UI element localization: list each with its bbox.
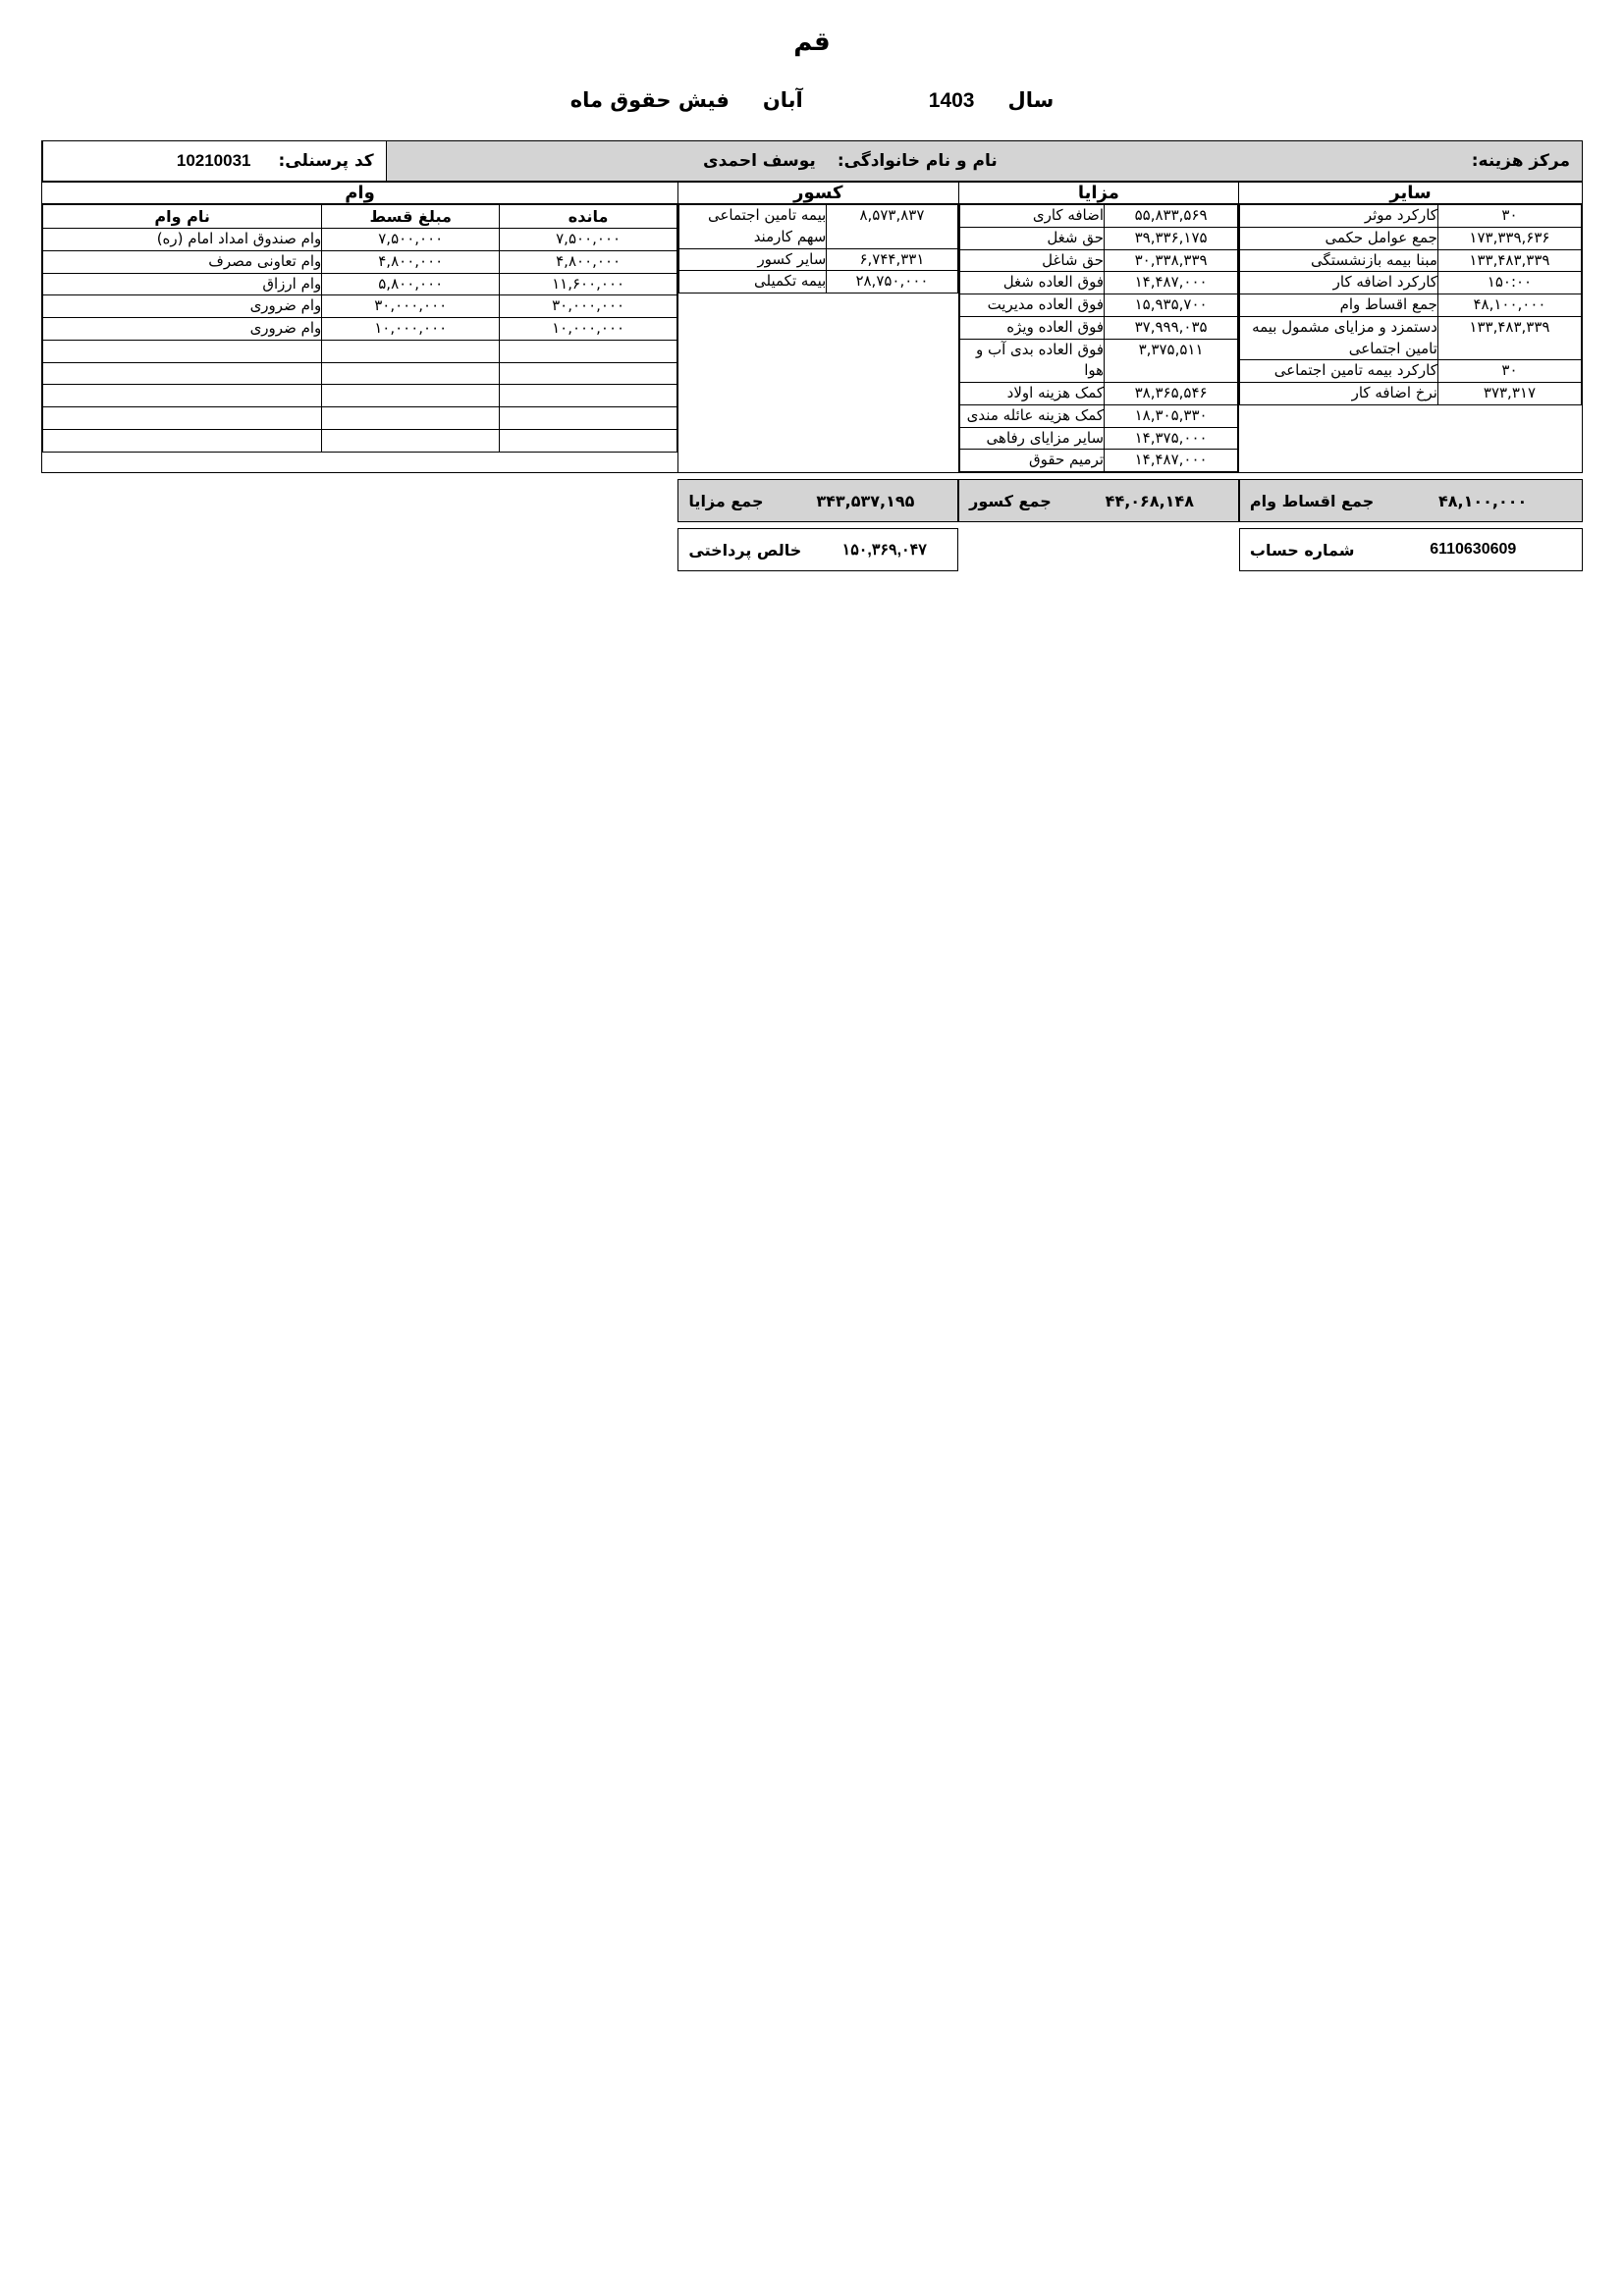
deduction-row-label: سایر کسور [679,248,827,271]
year-value: 1403 [928,89,975,112]
table-row [679,205,958,249]
loan-balance: ۱۱,۶۰۰,۰۰۰ [500,273,677,295]
table-row [1240,205,1582,228]
personnel-code-label: کد پرسنلی: [278,151,374,171]
net-pay-box [677,528,958,571]
account-box [1239,528,1583,571]
table-row [959,249,1238,272]
deductions-section [678,204,959,473]
loan-empty-cell [322,340,500,362]
table-row [43,229,677,251]
benefit-row-label: فوق العاده ویژه [959,316,1104,339]
benefit-row-label: اضافه کاری [959,205,1104,228]
benefit-row-value: ۱۴,۴۸۷,۰۰۰ [1105,450,1238,472]
benefit-row-value: ۵۵,۸۳۳,۵۶۹ [1105,205,1238,228]
loan-empty-cell [43,340,322,362]
loan-empty-cell [322,407,500,430]
other-row-value: ۴۸,۱۰۰,۰۰۰ [1437,294,1581,317]
loans-col-balance: مانده [500,205,677,229]
payslip-sheet [41,140,1583,571]
benefit-row-label: کمک هزینه اولاد [959,383,1104,405]
table-row-filler [43,385,677,407]
table-row [959,294,1238,317]
other-row-label: دستمزد و مزایای مشمول بیمه تامین اجتماعی [1240,316,1438,360]
section-header-other: سایر [1239,183,1583,204]
employee-name-value: یوسف احمدی [703,151,816,171]
month-value: آبان [762,88,803,112]
deduction-row-value: ۸,۵۷۳,۸۳۷ [827,205,957,249]
total-benefits-value: ۳۴۳,۵۳۷,۱۹۵ [816,491,915,510]
deduction-row-value: ۲۸,۷۵۰,۰۰۰ [827,271,957,294]
section-header-loans: وام [42,183,678,204]
loan-installment: ۴,۸۰۰,۰۰۰ [322,250,500,273]
table-row [1240,227,1582,249]
other-row-label: کارکرد موثر [1240,205,1438,228]
table-row [959,339,1238,383]
section-header-deductions: کسور [678,183,959,204]
deduction-row-label: بیمه تامین اجتماعی سهم کارمند [679,205,827,249]
benefit-row-label: فوق العاده بدی آب و هوا [959,339,1104,383]
loan-name: وام صندوق امداد امام (ره) [43,229,322,251]
total-deductions-value: ۴۴,۰۶۸,۱۴۸ [1105,491,1194,510]
table-row-filler [43,362,677,385]
table-row [959,205,1238,228]
loan-empty-cell [500,407,677,430]
totals-row [41,479,1583,522]
total-benefits-box [677,479,958,522]
table-row-filler [43,407,677,430]
total-benefits-label: جمع مزایا [688,491,764,510]
personnel-code-cell [42,141,386,181]
deduction-row-label: بیمه تکمیلی [679,271,827,294]
loan-empty-cell [322,362,500,385]
benefit-row-label: ترمیم حقوق [959,450,1104,472]
table-row [679,248,958,271]
benefit-row-value: ۳۸,۳۶۵,۵۴۶ [1105,383,1238,405]
benefit-row-value: ۳,۳۷۵,۵۱۱ [1105,339,1238,383]
table-row [1240,294,1582,317]
personnel-code-value: 10210031 [176,151,251,170]
employee-name-cell [386,141,1009,181]
benefit-row-value: ۱۸,۳۰۵,۳۳۰ [1105,404,1238,427]
benefit-row-label: حق شاغل [959,249,1104,272]
footer-spacer [41,528,677,571]
table-row [959,383,1238,405]
table-row [959,450,1238,472]
other-row-value: ۱۷۳,۳۳۹,۶۳۶ [1437,227,1581,249]
other-table [1239,204,1582,405]
total-deductions-label: جمع کسور [969,491,1052,510]
loan-name: وام ضروری [43,318,322,341]
section-header-row [42,183,1583,204]
other-row-value: ۱۳۳,۴۸۳,۳۳۹ [1437,249,1581,272]
city-title: قم [793,27,831,57]
benefits-section [958,204,1239,473]
loan-empty-cell [500,385,677,407]
other-row-label: جمع اقساط وام [1240,294,1438,317]
other-row-label: نرخ اضافه کار [1240,383,1438,405]
benefit-row-value: ۳۹,۳۳۶,۱۷۵ [1105,227,1238,249]
net-pay-label: خالص پرداختی [688,540,802,560]
benefit-row-value: ۱۴,۴۸۷,۰۰۰ [1105,272,1238,294]
other-row-label: مبنا بیمه بازنشستگی [1240,249,1438,272]
table-row [679,271,958,294]
table-row-filler [43,429,677,452]
identity-strip [41,140,1583,182]
loans-header-row [43,205,677,229]
table-row [43,318,677,341]
total-loans-box [1239,479,1583,522]
loan-empty-cell [500,429,677,452]
table-row [959,272,1238,294]
table-row [1240,360,1582,383]
table-row [1240,249,1582,272]
loan-balance: ۷,۵۰۰,۰۰۰ [500,229,677,251]
loan-balance: ۳۰,۰۰۰,۰۰۰ [500,295,677,318]
section-header-benefits: مزایا [958,183,1239,204]
table-row [43,295,677,318]
table-row [959,404,1238,427]
table-row [43,273,677,295]
loan-empty-cell [43,407,322,430]
payslip-table [41,182,1583,473]
loan-installment: ۱۰,۰۰۰,۰۰۰ [322,318,500,341]
benefit-row-value: ۳۷,۹۹۹,۰۳۵ [1105,316,1238,339]
benefit-row-value: ۳۰,۳۳۸,۳۳۹ [1105,249,1238,272]
benefit-row-label: فوق العاده مدیریت [959,294,1104,317]
other-row-value: ۳۰ [1437,360,1581,383]
loans-col-installment: مبلغ قسط [322,205,500,229]
loan-name: وام ضروری [43,295,322,318]
benefit-row-label: کمک هزینه عائله مندی [959,404,1104,427]
loan-empty-cell [322,429,500,452]
table-row [959,427,1238,450]
table-row [1240,316,1582,360]
cost-center-cell [1009,141,1582,181]
document-title: فیش حقوق ماه [569,88,730,112]
deduction-row-value: ۶,۷۴۴,۳۳۱ [827,248,957,271]
totals-spacer [41,479,677,522]
loan-empty-cell [43,429,322,452]
total-deductions-box [958,479,1239,522]
document-title-row [0,88,1624,113]
loan-empty-cell [500,362,677,385]
benefits-table [959,204,1239,472]
loan-balance: ۱۰,۰۰۰,۰۰۰ [500,318,677,341]
table-row [1240,272,1582,294]
total-loans-value: ۴۸,۱۰۰,۰۰۰ [1437,491,1528,510]
table-row [959,316,1238,339]
table-row [43,250,677,273]
other-row-value: ۳۰ [1437,205,1581,228]
other-row-label: کارکرد بیمه تامین اجتماعی [1240,360,1438,383]
benefit-row-label: حق شغل [959,227,1104,249]
other-section [1239,204,1583,473]
loan-empty-cell [43,362,322,385]
total-loans-label: جمع اقساط وام [1249,491,1375,510]
table-row-filler [43,340,677,362]
footer-row [41,528,1583,571]
cost-center-label: مرکز هزینه: [1471,151,1570,171]
loans-table [42,204,677,453]
benefit-row-label: فوق العاده شغل [959,272,1104,294]
loan-installment: ۳۰,۰۰۰,۰۰۰ [322,295,500,318]
loans-section [42,204,678,473]
section-body-row [42,204,1583,473]
loan-empty-cell [43,385,322,407]
account-value: 6110630609 [1430,541,1517,558]
benefit-row-value: ۱۴,۳۷۵,۰۰۰ [1105,427,1238,450]
other-row-value: ۱۵۰:۰۰ [1437,272,1581,294]
benefit-row-label: سایر مزایای رفاهی [959,427,1104,450]
other-row-label: جمع عوامل حکمی [1240,227,1438,249]
loan-name: وام تعاونی مصرف [43,250,322,273]
account-label: شماره حساب [1249,540,1355,560]
net-pay-value: ۱۵۰,۳۶۹,۰۴۷ [841,542,927,559]
other-row-label: کارکرد اضافه کار [1240,272,1438,294]
loan-empty-cell [322,385,500,407]
year-label: سال [1007,88,1055,112]
loan-balance: ۴,۸۰۰,۰۰۰ [500,250,677,273]
table-row [1240,383,1582,405]
loans-col-name: نام وام [43,205,322,229]
loan-empty-cell [500,340,677,362]
table-row [959,227,1238,249]
other-row-value: ۳۷۳,۳۱۷ [1437,383,1581,405]
footer-gap [958,528,1239,571]
loan-name: وام ارزاق [43,273,322,295]
loan-installment: ۷,۵۰۰,۰۰۰ [322,229,500,251]
other-row-value: ۱۳۳,۴۸۳,۳۳۹ [1437,316,1581,360]
loan-installment: ۵,۸۰۰,۰۰۰ [322,273,500,295]
benefit-row-value: ۱۵,۹۳۵,۷۰۰ [1105,294,1238,317]
employee-name-label: نام و نام خانوادگی: [837,151,998,171]
deductions-table [678,204,958,294]
